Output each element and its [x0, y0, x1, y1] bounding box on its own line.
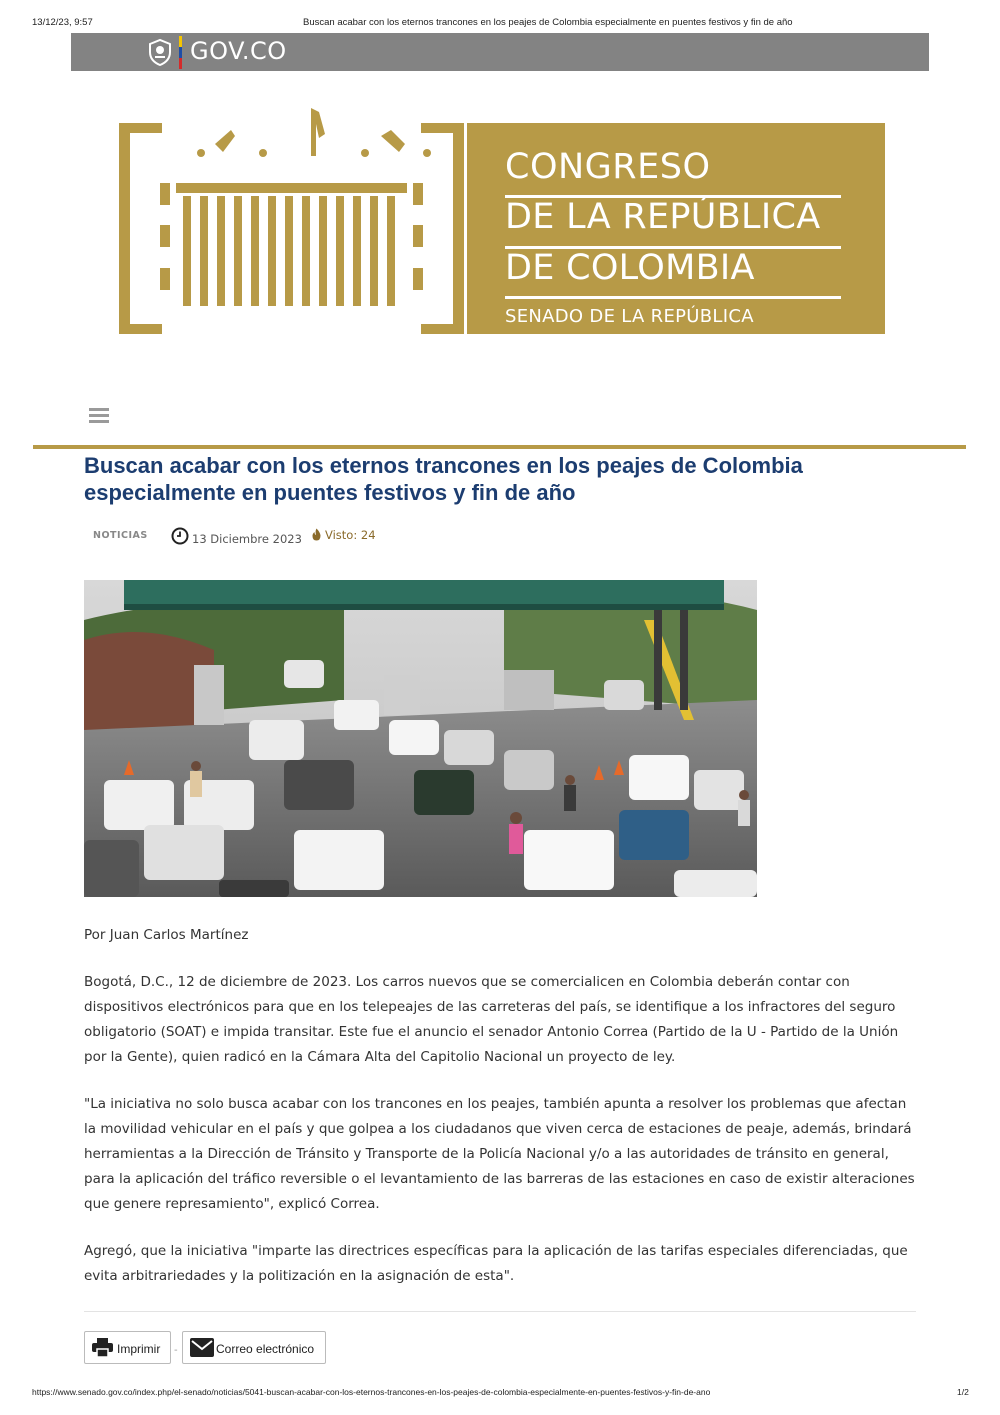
print-page-title: Buscan acabar con los eternos trancones en los peajes de Colombia especialmente en puentes festivos y fin de año — [303, 17, 793, 28]
clock-icon — [171, 527, 189, 545]
gold-divider — [33, 445, 966, 449]
article-paragraph-2: "La iniciativa no solo busca acabar con los trancones en los peajes, también apunta a resolver los problemas que afectan la movilidad vehicular en el país y que golpea a los ciudadanos que viven cerca de estaciones de peaje, además, brindará herramientas a la Dirección de Tránsito y Transporte de la Policía Nacional y/o a las autoridades de tránsito en general, para la aplicación del tráfico reversible o el levantamiento de las barreras de las estaciones en caso de existir alteraciones que genere represamiento", explicó Correa. — [84, 1096, 915, 1212]
article-paragraph-1: Bogotá, D.C., 12 de diciembre de 2023. Los carros nuevos que se comercialicen en Colombia deberán contar con dispositivos electrónicos para que en los telepeajes de las carreteras del país, se identifique a los infractores del seguro obligatorio (SOAT) e impida transitar. Este fue el anuncio el senador Antonio Correa (Partido de la U - Partido de la Unión por la Gente), quien radicó en la Cámara Alta del Capitolio Nacional un proyecto de ley. — [84, 974, 899, 1065]
print-footer — [0, 1387, 1000, 1401]
published-date: 13 Diciembre 2023 — [192, 532, 302, 546]
gov-co-bar — [71, 33, 929, 71]
printer-icon — [92, 1338, 113, 1357]
logo-line-1: CONGRESO — [505, 147, 711, 187]
email-button[interactable] — [182, 1331, 326, 1364]
envelope-icon — [190, 1338, 214, 1357]
congreso-logo-box — [467, 123, 885, 334]
gov-co-logo-link[interactable]: GOV.CO — [190, 37, 287, 65]
article-paragraph-3: Agregó, que la iniciativa "imparte las directrices específicas para la aplicación de las tarifas especiales diferenciadas, que evita arbitrariedades y la politización en la asignación de esta". — [84, 1243, 908, 1284]
article-byline: Por Juan Carlos Martínez — [84, 927, 249, 943]
article-photo — [84, 580, 757, 897]
logo-line-3: DE COLOMBIA — [505, 248, 755, 288]
colombia-shield-icon — [147, 38, 173, 66]
category-link[interactable]: NOTICIAS — [93, 530, 148, 541]
email-button-label: Correo electrónico — [216, 1342, 315, 1356]
logo-line-4: SENADO DE LA REPÚBLICA — [505, 306, 754, 327]
congreso-logo[interactable] — [119, 108, 885, 334]
print-button-label: Imprimir — [117, 1342, 161, 1356]
article-title: Buscan acabar con los eternos trancones en los peajes de Colombia especialmente en puentes festivos y fin de año — [84, 453, 803, 505]
print-button[interactable] — [84, 1331, 171, 1364]
flame-icon — [311, 528, 322, 541]
hamburger-menu-icon[interactable] — [89, 408, 109, 424]
print-url: https://www.senado.gov.co/index.php/el-senado/noticias/5041-buscan-acabar-con-los-eternos-trancones-en-los-peajes-de-colombia-especialmente-en-puentes-festivos-y-fin-de-ano — [32, 1387, 711, 1397]
article-meta — [0, 527, 1000, 549]
content-separator — [84, 1311, 916, 1312]
action-separator: - — [174, 1345, 178, 1356]
print-page-number: 1/2 — [957, 1387, 969, 1397]
logo-line-2: DE LA REPÚBLICA — [505, 197, 821, 237]
view-count: Visto: 24 — [325, 528, 376, 542]
gov-color-divider — [179, 36, 182, 69]
capitol-building-icon — [119, 108, 464, 334]
print-datetime: 13/12/23, 9:57 — [32, 17, 93, 28]
print-header — [0, 17, 1000, 31]
logo-rule-3 — [505, 296, 841, 299]
